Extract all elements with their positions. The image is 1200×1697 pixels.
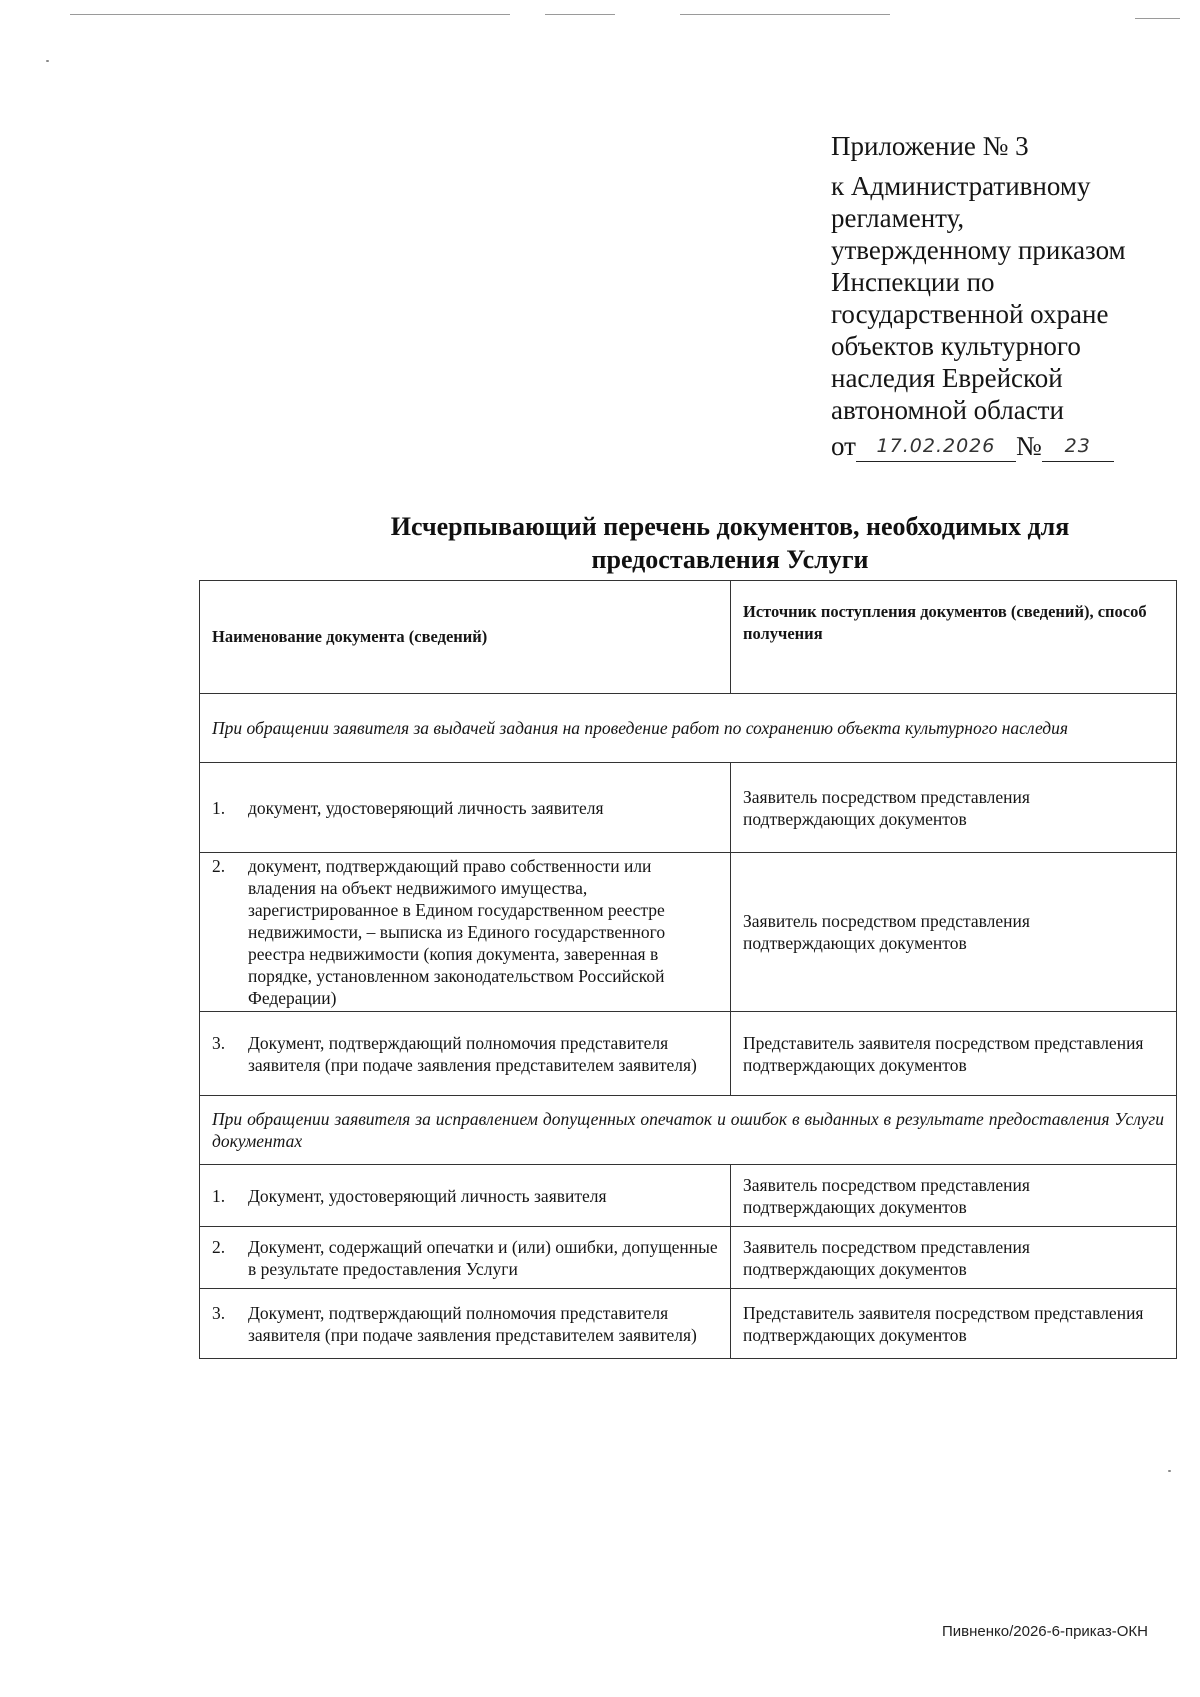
section-heading-row: [200, 1096, 1177, 1165]
row-number: 2.: [212, 856, 226, 876]
date-prefix: от: [831, 431, 856, 461]
handwritten-number: 23: [1042, 433, 1114, 462]
table-row: [200, 1012, 1177, 1096]
section-heading-row: [200, 694, 1177, 763]
document-cell: [200, 853, 731, 1012]
header-document-name: Наименование документа (сведений): [200, 581, 731, 694]
document-cell: [200, 1227, 731, 1289]
table-header-row: [200, 581, 1177, 694]
source-cell: Заявитель посредством представления подтверждающих документов: [731, 763, 1177, 853]
document-cell: [200, 763, 731, 853]
source-cell: Представитель заявителя посредством представления подтверждающих документов: [731, 1289, 1177, 1359]
appendix-line: объектов культурного: [831, 331, 1081, 361]
row-number: 2.: [212, 1236, 226, 1257]
appendix-line: автономной области: [831, 395, 1064, 425]
order-date-number-line: [831, 430, 1171, 462]
row-number: 1.: [212, 1185, 226, 1206]
scan-speck: [46, 60, 49, 62]
document-text: документ, подтверждающий право собственности или владения на объект недвижимого имущества, зарегистрированное в Едином государственном реестре недвижимости, – выписка из Единого государственного реестра недвижимости (копия документа, заверенная в порядке, установленном законодательством Российской Федерации): [248, 856, 666, 1008]
appendix-line: государственной охране: [831, 299, 1109, 329]
document-text: Документ, содержащий опечатки и (или) ошибки, допущенные в результате предоставления Услуги: [248, 1236, 718, 1279]
source-cell: Представитель заявителя посредством представления подтверждающих документов: [731, 1012, 1177, 1096]
row-number: 3.: [212, 1032, 226, 1053]
appendix-line: утвержденному приказом: [831, 235, 1126, 265]
source-cell: Заявитель посредством представления подтверждающих документов: [731, 853, 1177, 1012]
scan-artifact-line: [545, 14, 615, 15]
documents-table: [199, 580, 1177, 1359]
row-number: 1.: [212, 797, 226, 818]
source-cell: Заявитель посредством представления подтверждающих документов: [731, 1165, 1177, 1227]
appendix-line: регламенту,: [831, 203, 965, 233]
table-row: [200, 763, 1177, 853]
appendix-block: [831, 130, 1171, 462]
footer-reference: Пивненко/2026-6-приказ-ОКН: [941, 1623, 1148, 1640]
header-source: Источник поступления документов (сведений), способ получения: [731, 581, 1177, 694]
appendix-line: к Административному: [831, 171, 1091, 201]
scan-artifact-line: [1135, 18, 1180, 19]
scan-speck: [1168, 1470, 1171, 1472]
section-heading: При обращении заявителя за выдачей задания на проведение работ по сохранению объекта культурного наследия: [200, 694, 1177, 763]
scan-artifact-line: [680, 14, 890, 15]
section-heading: При обращении заявителя за исправлением допущенных опечаток и ошибок в выданных в результате предоставления Услуги документах: [200, 1096, 1177, 1165]
document-text: Документ, подтверждающий полномочия представителя заявителя (при подаче заявления представителем заявителя): [248, 1302, 697, 1345]
document-cell: [200, 1012, 731, 1096]
table-row: [200, 853, 1177, 1012]
document-text: документ, удостоверяющий личность заявителя: [248, 797, 604, 818]
handwritten-date: 17.02.2026: [856, 433, 1016, 462]
appendix-line: Инспекции по: [831, 267, 995, 297]
document-cell: [200, 1165, 731, 1227]
table-row: [200, 1289, 1177, 1359]
table-row: [200, 1165, 1177, 1227]
document-title: Исчерпывающий перечень документов, необходимых для предоставления Услуги: [390, 512, 1070, 574]
appendix-number: Приложение № 3: [831, 131, 1029, 161]
row-number: 3.: [212, 1302, 226, 1323]
table-row: [200, 1227, 1177, 1289]
document-cell: [200, 1289, 731, 1359]
source-cell: Заявитель посредством представления подтверждающих документов: [731, 1227, 1177, 1289]
document-text: Документ, удостоверяющий личность заявителя: [248, 1185, 607, 1206]
number-prefix: №: [1015, 431, 1042, 461]
document-text: Документ, подтверждающий полномочия представителя заявителя (при подаче заявления представителем заявителя): [248, 1032, 697, 1075]
scan-artifact-line: [70, 14, 510, 15]
appendix-line: наследия Еврейской: [831, 363, 1063, 393]
